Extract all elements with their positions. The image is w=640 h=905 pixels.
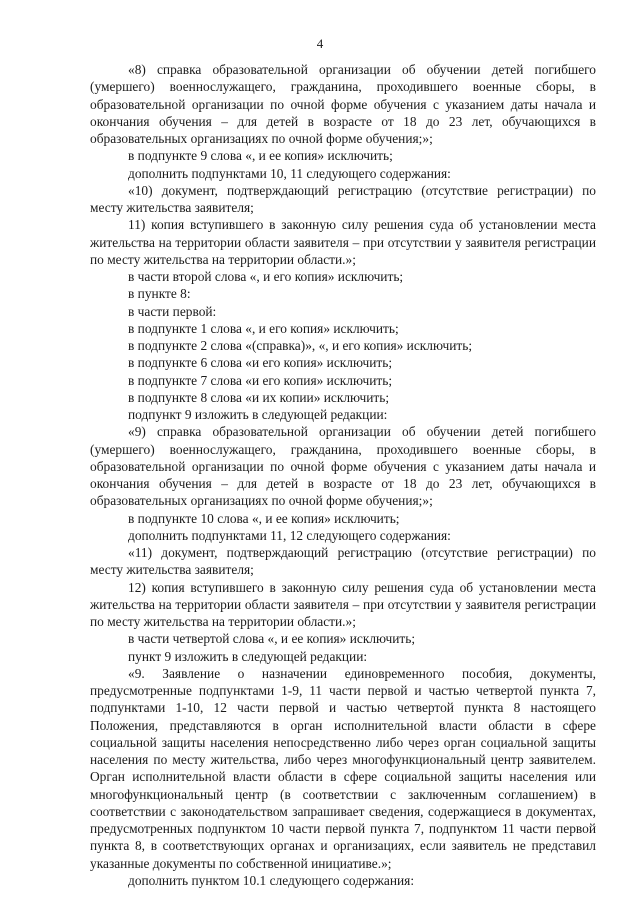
- paragraph-15: «9) справка образовательной организации об обучении детей погибшего (умершего) военнослужащего, гражданина, проходившего военные сборы, в образовательной организации по очной форме обучения с указанием даты начала и окончания обучения – для детей в возрасте от 18 до 23 лет, обучающихся в образовательных организациях по очной форме обучения;»;: [90, 424, 596, 509]
- paragraph-1: «8) справка образовательной организации об обучении детей погибшего (умершего) военнослужащего, гражданина, проходившего военные сборы, в образовательной организации по очной форме обучения с указанием даты начала и окончания обучения – для детей в возрасте от 18 до 23 лет, обучающихся в образовательных организациях по очной форме обучения;»;: [90, 62, 596, 146]
- document-body: [90, 61, 596, 889]
- paragraph-7: в пункте 8:: [128, 286, 191, 302]
- paragraph-11: в подпункте 6 слова «и его копия» исключить;: [128, 355, 393, 371]
- paragraph-5: 11) копия вступившего в законную силу решения суда об установлении места жительства на территории области заявителя – при отсутствии у заявителя регистрации по месту жительства на территории области.»;: [90, 217, 596, 267]
- paragraph-14: подпункт 9 изложить в следующей редакции:: [128, 407, 388, 422]
- paragraph-4: «10) документ, подтверждающий регистрацию (отсутствие регистрации) по месту жительства заявителя;: [90, 182, 596, 215]
- paragraph-21: пункт 9 изложить в следующей редакции:: [128, 648, 368, 664]
- paragraph-12: в подпункте 7 слова «и его копия» исключить;: [128, 372, 393, 388]
- paragraph-19: 12) копия вступившего в законную силу решения суда об установлении места жительства на территории области заявителя – при отсутствии у заявителя регистрации по месту жительства на территории области.»;: [90, 579, 596, 629]
- paragraph-16: в подпункте 10 слова «, и ее копия» исключить;: [128, 510, 400, 526]
- paragraph-17: дополнить подпунктами 11, 12 следующего содержания:: [128, 527, 451, 543]
- paragraph-23: дополнить пунктом 10.1 следующего содержания:: [128, 872, 415, 888]
- paragraph-9: в подпункте 1 слова «, и его копия» исключить;: [128, 320, 399, 336]
- paragraph-10: в подпункте 2 слова «(справка)», «, и его копия» исключить;: [128, 338, 473, 353]
- paragraph-18: «11) документ, подтверждающий регистрацию (отсутствие регистрации) по месту жительства заявителя;: [90, 545, 596, 578]
- paragraph-2: в подпункте 9 слова «, и ее копия» исключить;: [128, 148, 393, 164]
- paragraph-8: в части первой:: [128, 303, 217, 319]
- paragraph-3: дополнить подпунктами 10, 11 следующего содержания:: [128, 165, 451, 181]
- paragraph-22: «9. Заявление о назначении единовременного пособия, документы, предусмотренные подпунктами 1-9, 11 части первой и частью четвертой пункта 7, подпунктами 1-10, 12 части первой и частью четвертой пункта 8 настоящего Положения, представляются в орган исполнительной власти области в сфере социальной защиты населения непосредственно либо через орган социальной защиты населения по месту жительства, либо через многофункциональный центр заявителем. Орган исполнительной власти области в сфере социальной защиты населения или многофункциональный центр (в соответствии с заключенным соглашением) в соответствии с законодательством запрашивает сведения, содержащиеся в документах, предусмотренных подпунктом 10 части первой пункта 7, подпунктом 11 части первой пункта 8, в соответствующих органах и организациях, если заявитель не представил указанные документы по собственной инициативе.»;: [90, 665, 596, 871]
- page-number: 4: [316, 36, 324, 51]
- paragraph-6: в части второй слова «, и его копия» исключить;: [128, 269, 404, 284]
- paragraph-13: в подпункте 8 слова «и их копии» исключить;: [128, 389, 390, 405]
- paragraph-20: в части четвертой слова «, и ее копия» исключить;: [128, 631, 416, 647]
